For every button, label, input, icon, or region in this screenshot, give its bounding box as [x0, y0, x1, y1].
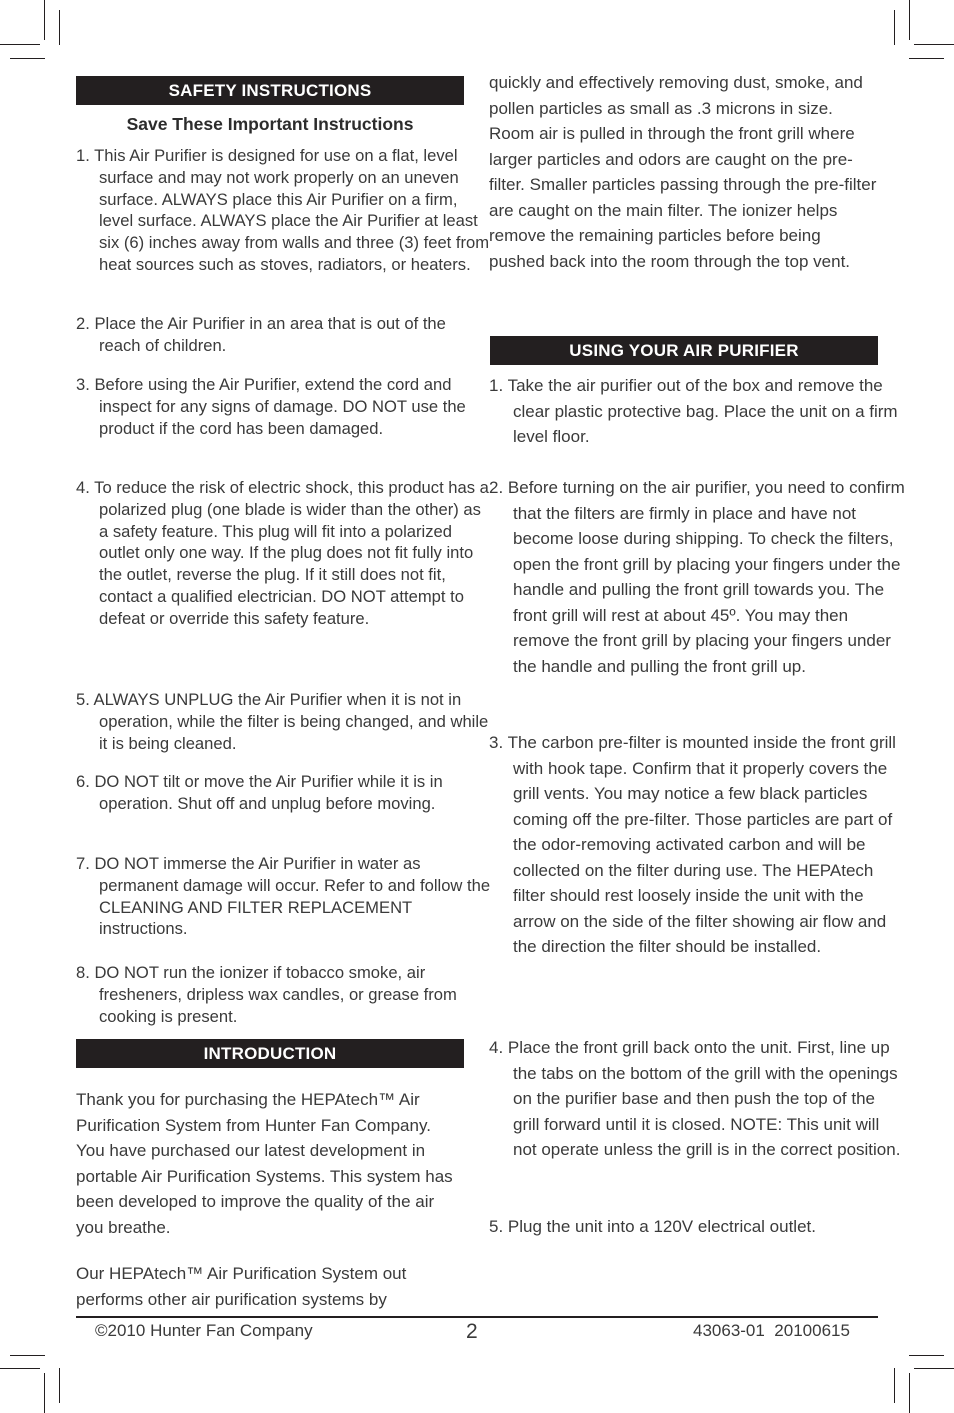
using-item-4: 4. Place the front grill back onto the unit. First, line up the tabs on the bottom of the grill with the openings on the purifier base and then push the top of the grill forward until it is closed. NOTE: This unit will not operate unless the grill is in the correct position. — [489, 1038, 901, 1159]
crop-mark — [909, 0, 910, 40]
introduction-paragraph-1: Thank you for purchasing the HEPAtech™ Air Purification System from Hunter Fan Company. You have purchased our latest development in portable Air Purification Systems. This system has been developed to improve the quality of the air you breathe. — [76, 1090, 453, 1237]
crop-mark — [10, 58, 45, 59]
using-heading: USING YOUR AIR PURIFIER — [490, 336, 878, 365]
crop-mark — [894, 1368, 895, 1403]
crop-mark — [59, 1368, 60, 1403]
safety-item-7: 7. DO NOT immerse the Air Purifier in water as permanent damage will occur. Refer to and follow the CLEANING AND FILTER REPLACEMENT instructions. — [76, 854, 491, 939]
crop-mark — [59, 10, 60, 45]
crop-mark — [0, 44, 40, 45]
using-item-5: 5. Plug the unit into a 120V electrical outlet. — [489, 1217, 816, 1236]
crop-mark — [0, 1368, 40, 1369]
safety-item-4: 4. To reduce the risk of electric shock, this product has a polarized plug (one blade is wider than the other) as a safety feature. This plug will fit into a polarized outlet only one way. If the plug does not fit fully into the outlet, reverse the plug. If it still does not fit, contact a qualified electrician. DO NOT attempt to defeat or override this safety feature. — [76, 478, 489, 628]
crop-mark — [10, 1355, 45, 1356]
safety-item-1: 1. This Air Purifier is designed for use on a flat, level surface and may not work properly on an uneven surface. ALWAYS place this Air Purifier on a firm, level surface. ALWAYS place the Air Purifier at least six (6) inches away from walls and three (3) feet from heat sources such as stoves, radiators, or heaters. — [76, 146, 490, 274]
crop-mark — [909, 1373, 910, 1413]
introduction-paragraph-2-continued: quickly and effectively removing dust, smoke, and pollen particles as small as .3 microns in size. Room air is pulled in through the front grill where larger particles and odors are caught on the pre-filter. Smaller particles passing through the pre-filter are caught on the main filter. The ionizer helps remove the remaining particles before being pushed back into the room through the top vent. — [489, 73, 877, 271]
introduction-paragraph-2: Our HEPAtech™ Air Purification System out performs other air purification systems by — [76, 1264, 407, 1309]
crop-mark — [909, 58, 944, 59]
page-number: 2 — [466, 1320, 478, 1343]
using-item-2: 2. Before turning on the air purifier, you need to confirm that the filters are firmly in place and have not become loose during shipping. To check the filters, open the front grill by placing your fingers under the handle and pulling the front grill towards you. The front grill will rest at about 45º. You may then remove the front grill by placing your fingers under the handle and pulling the front grill up. — [489, 478, 905, 676]
using-item-3: 3. The carbon pre-filter is mounted inside the front grill with hook tape. Confirm that it properly covers the grill vents. You may notice a few black particles coming off the pre-filter. Those particles are part of the odor-removing activated carbon and will be collected on the filter during use. The HEPAtech filter should rest loosely inside the unit with the arrow on the side of the filter showing air flow and the direction the filter should be installed. — [489, 733, 896, 956]
using-item-1: 1. Take the air purifier out of the box and remove the clear plastic protective bag. Place the unit on a firm level floor. — [489, 376, 898, 446]
footer-copyright: ©2010 Hunter Fan Company — [95, 1321, 313, 1340]
safety-item-5: 5. ALWAYS UNPLUG the Air Purifier when it is not in operation, while the filter is being changed, and while it is being cleaned. — [76, 690, 489, 753]
crop-mark — [894, 10, 895, 45]
crop-mark — [44, 1373, 45, 1413]
introduction-heading: INTRODUCTION — [76, 1039, 464, 1068]
crop-mark — [44, 0, 45, 40]
crop-mark — [914, 1368, 954, 1369]
safety-subheading: Save These Important Instructions — [126, 114, 414, 134]
safety-item-2: 2. Place the Air Purifier in an area that is out of the reach of children. — [76, 314, 446, 355]
footer-doc-code: 43063-01 20100615 — [693, 1321, 850, 1340]
safety-heading: SAFETY INSTRUCTIONS — [76, 76, 464, 105]
crop-mark — [909, 1355, 944, 1356]
crop-mark — [914, 44, 954, 45]
safety-item-8: 8. DO NOT run the ionizer if tobacco smoke, air fresheners, dripless wax candles, or grease from cooking is present. — [76, 963, 457, 1026]
safety-item-6: 6. DO NOT tilt or move the Air Purifier while it is in operation. Shut off and unplug before moving. — [76, 772, 443, 813]
footer-rule — [76, 1316, 878, 1318]
safety-item-3: 3. Before using the Air Purifier, extend the cord and inspect for any signs of damage. DO NOT use the product if the cord has been damaged. — [76, 375, 466, 438]
